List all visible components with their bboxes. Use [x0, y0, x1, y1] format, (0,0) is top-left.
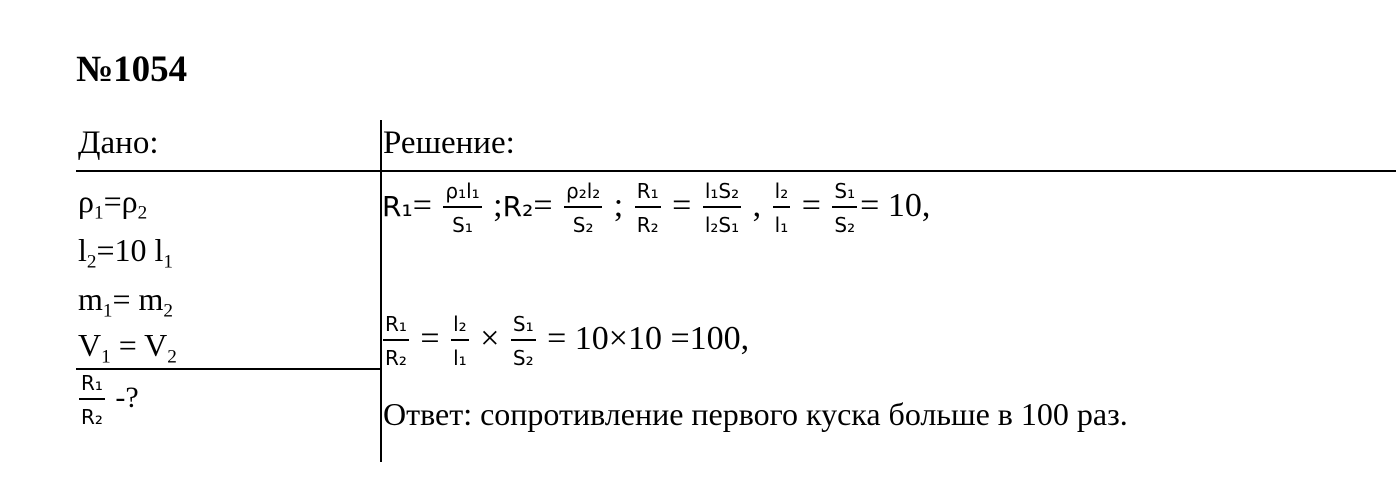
find-expression: $\frac{\text{R₁}}{\text{R₂}}$ -?	[81, 371, 139, 429]
given-find-divider	[76, 368, 382, 370]
given-volume: $V_1 = V_2$	[78, 327, 177, 368]
solution-line-2: $\frac{\text{R₁}}{\text{R₂}}$ = $\frac{\text{l₂}}{\text{l₁}}$ × $\frac{\text{S₁}}{\text{S₂}}$ = 10×10 =100,	[385, 312, 750, 370]
solution-label: Решение:	[383, 125, 515, 161]
given-length: $l_2=10$ $l_1$	[78, 232, 174, 273]
header-divider	[76, 170, 1396, 172]
given-resistivity: $\rho_1=\rho_2$	[78, 183, 148, 224]
column-divider	[380, 120, 382, 462]
answer-text: Ответ: сопротивление первого куска больше в 100 раз.	[383, 396, 1128, 432]
find-fraction: $\frac{\text{R₁}}{\text{R₂}}$	[81, 371, 103, 429]
given-label: Дано:	[78, 125, 159, 161]
given-mass: $m_1= m_2$	[78, 281, 174, 322]
solution-line-1: R₁= $\frac{\text{ρ₁l₁}}{\text{S₁}}$ ;R₂= $\frac{\text{ρ₂l₂}}{\text{S₂}}$ ; $\frac{\text{R₁}}{\text{R₂}}$ = $\frac{\text{l₁S₂}}{\text{l₂S₁}}$ , $\frac{\text{l₂}}{\text{l₁}}$ = $\frac{\text{S₁}}{\text{S₂}}$ = 10,	[382, 179, 931, 237]
problem-number: №1054	[76, 49, 188, 90]
